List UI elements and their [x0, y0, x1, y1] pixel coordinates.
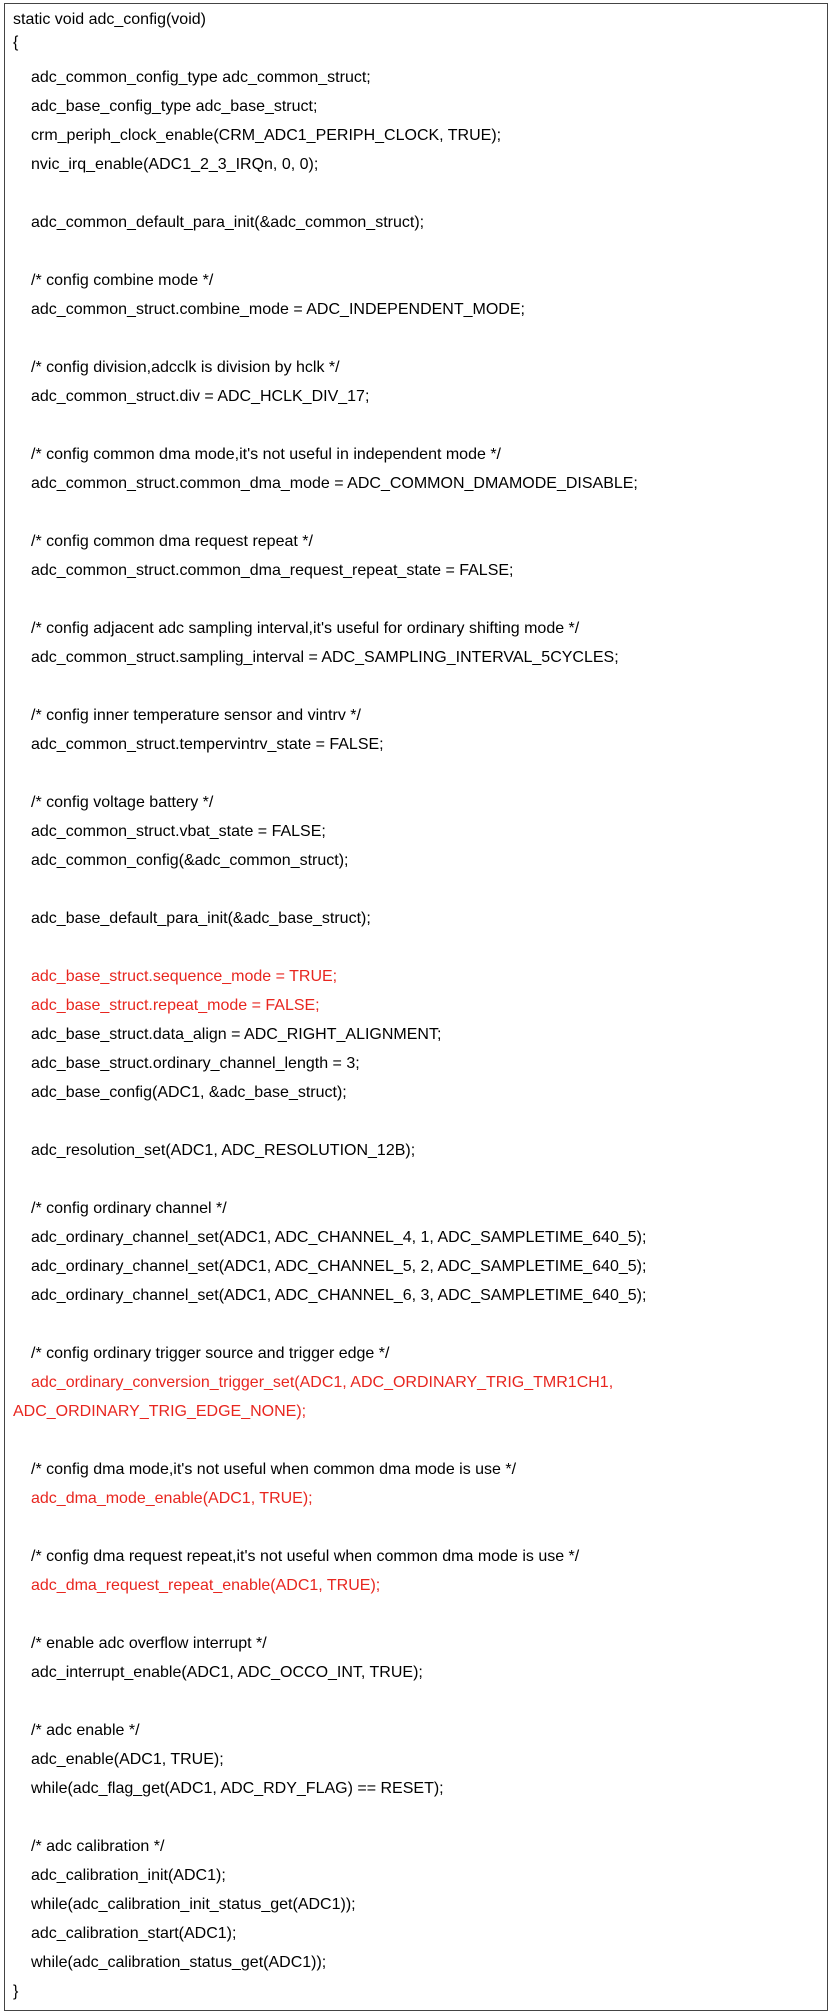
- code-line: }: [13, 1983, 19, 2000]
- code-line: while(adc_flag_get(ADC1, ADC_RDY_FLAG) == RESET);: [31, 1780, 444, 1797]
- code-line: adc_common_struct.vbat_state = FALSE;: [31, 823, 326, 840]
- code-line: static void adc_config(void): [13, 11, 206, 28]
- code-comment: /* config common dma request repeat */: [31, 533, 313, 550]
- code-comment: /* adc calibration */: [31, 1838, 165, 1855]
- highlighted-code-line: adc_base_struct.repeat_mode = FALSE;: [31, 997, 320, 1014]
- code-comment: /* enable adc overflow interrupt */: [31, 1635, 267, 1652]
- code-comment: /* config common dma mode,it's not useful in independent mode */: [31, 446, 501, 463]
- code-comment: /* adc enable */: [31, 1722, 140, 1739]
- code-line: adc_common_struct.tempervintrv_state = FALSE;: [31, 736, 384, 753]
- highlighted-code-line-wrap: ADC_ORDINARY_TRIG_EDGE_NONE);: [13, 1403, 307, 1420]
- code-line: while(adc_calibration_init_status_get(ADC1));: [31, 1896, 356, 1913]
- code-comment: /* config adjacent adc sampling interval,it's useful for ordinary shifting mode */: [31, 620, 580, 637]
- code-line: adc_ordinary_channel_set(ADC1, ADC_CHANNEL_5, 2, ADC_SAMPLETIME_640_5);: [31, 1258, 647, 1275]
- code-line: adc_enable(ADC1, TRUE);: [31, 1751, 224, 1768]
- code-comment: /* config ordinary channel */: [31, 1200, 227, 1217]
- code-line: adc_ordinary_channel_set(ADC1, ADC_CHANNEL_4, 1, ADC_SAMPLETIME_640_5);: [31, 1229, 647, 1246]
- highlighted-code-line: adc_base_struct.sequence_mode = TRUE;: [31, 968, 338, 985]
- code-comment: /* config voltage battery */: [31, 794, 214, 811]
- code-comment: /* config division,adcclk is division by hclk */: [31, 359, 340, 376]
- code-line: adc_ordinary_channel_set(ADC1, ADC_CHANNEL_6, 3, ADC_SAMPLETIME_640_5);: [31, 1287, 647, 1304]
- code-line: adc_calibration_init(ADC1);: [31, 1867, 226, 1884]
- code-line: adc_common_config_type adc_common_struct;: [31, 69, 371, 86]
- code-line: adc_base_default_para_init(&adc_base_struct);: [31, 910, 371, 927]
- code-line: adc_base_config_type adc_base_struct;: [31, 98, 318, 115]
- code-line: adc_common_struct.combine_mode = ADC_INDEPENDENT_MODE;: [31, 301, 525, 318]
- code-line: nvic_irq_enable(ADC1_2_3_IRQn, 0, 0);: [31, 156, 319, 173]
- code-comment: /* config ordinary trigger source and trigger edge */: [31, 1345, 390, 1362]
- code-comment: /* config combine mode */: [31, 272, 214, 289]
- code-line: adc_base_struct.data_align = ADC_RIGHT_ALIGNMENT;: [31, 1026, 442, 1043]
- code-comment: /* config inner temperature sensor and vintrv */: [31, 707, 361, 724]
- code-line: adc_base_config(ADC1, &adc_base_struct);: [31, 1084, 347, 1101]
- code-listing: [4, 3, 828, 2011]
- code-line: adc_resolution_set(ADC1, ADC_RESOLUTION_12B);: [31, 1142, 416, 1159]
- code-line: adc_interrupt_enable(ADC1, ADC_OCCO_INT, TRUE);: [31, 1664, 423, 1681]
- code-line: adc_base_struct.ordinary_channel_length = 3;: [31, 1055, 360, 1072]
- code-line: adc_common_struct.common_dma_request_repeat_state = FALSE;: [31, 562, 514, 579]
- code-line: adc_common_struct.sampling_interval = ADC_SAMPLING_INTERVAL_5CYCLES;: [31, 649, 619, 666]
- highlighted-code-line: adc_ordinary_conversion_trigger_set(ADC1, ADC_ORDINARY_TRIG_TMR1CH1,: [31, 1374, 614, 1391]
- highlighted-code-line: adc_dma_mode_enable(ADC1, TRUE);: [31, 1490, 313, 1507]
- code-line: adc_common_config(&adc_common_struct);: [31, 852, 349, 869]
- code-line: crm_periph_clock_enable(CRM_ADC1_PERIPH_CLOCK, TRUE);: [31, 127, 502, 144]
- code-comment: /* config dma mode,it's not useful when common dma mode is use */: [31, 1461, 517, 1478]
- code-line: adc_common_default_para_init(&adc_common_struct);: [31, 214, 425, 231]
- code-line: while(adc_calibration_status_get(ADC1));: [31, 1954, 327, 1971]
- code-line: adc_common_struct.div = ADC_HCLK_DIV_17;: [31, 388, 370, 405]
- highlighted-code-line: adc_dma_request_repeat_enable(ADC1, TRUE);: [31, 1577, 381, 1594]
- code-comment: /* config dma request repeat,it's not useful when common dma mode is use */: [31, 1548, 580, 1565]
- code-line: {: [13, 34, 19, 51]
- code-line: adc_calibration_start(ADC1);: [31, 1925, 237, 1942]
- code-line: adc_common_struct.common_dma_mode = ADC_COMMON_DMAMODE_DISABLE;: [31, 475, 638, 492]
